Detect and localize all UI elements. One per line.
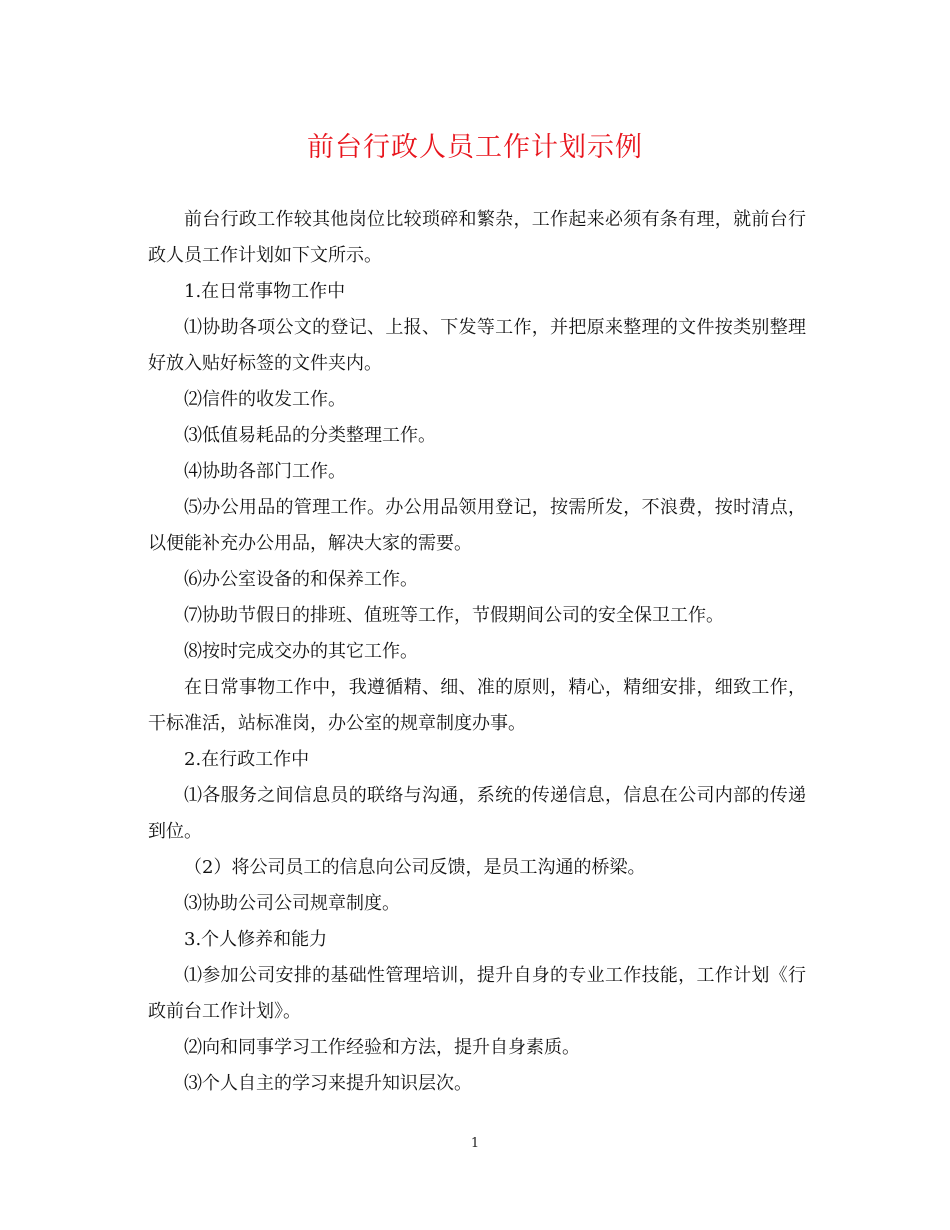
section-heading-3: 3.个人修养和能力: [184, 929, 328, 950]
list-item: ⑵信件的收发工作。: [184, 389, 346, 410]
list-item: ⑴各服务之间信息员的联络与沟通，系统的传递信息，信息在公司内部的传递到位。: [148, 785, 806, 842]
document-title: 前台行政人员工作计划示例: [307, 132, 643, 163]
page-number: 1: [470, 1136, 480, 1151]
list-item: ⑹办公室设备的和保养工作。: [184, 569, 418, 590]
list-item: ⑵向和同事学习工作经验和方法，提升自身素质。: [184, 1037, 580, 1058]
section-heading-2: 2.在行政工作中: [184, 749, 310, 770]
summary-paragraph: 在日常事物工作中，我遵循精、细、准的原则，精心，精细安排，细致工作，干标准活，站标准岗，办公室的规章制度办事。: [148, 677, 806, 734]
list-item: ⑸办公用品的管理工作。办公用品领用登记，按需所发，不浪费，按时清点，以便能补充办公用品，解决大家的需要。: [148, 497, 806, 554]
list-item: ⑶低值易耗品的分类整理工作。: [184, 425, 436, 446]
list-item: ⑶个人自主的学习来提升知识层次。: [184, 1073, 472, 1094]
intro-paragraph: 前台行政工作较其他岗位比较琐碎和繁杂，工作起来必须有条有理，就前台行政人员工作计划如下文所示。: [148, 209, 806, 266]
list-item: ⑷协助各部门工作。: [184, 461, 346, 482]
list-item: ⑶协助公司公司规章制度。: [184, 893, 400, 914]
section-heading-1: 1.在日常事物工作中: [184, 281, 346, 302]
list-item: ⑻按时完成交办的其它工作。: [184, 641, 418, 662]
document-body: [148, 202, 806, 1102]
list-item: ⑴协助各项公文的登记、上报、下发等工作，并把原来整理的文件按类别整理好放入贴好标签的文件夹内。: [148, 317, 806, 374]
list-item: （2）将公司员工的信息向公司反馈，是员工沟通的桥梁。: [184, 857, 646, 878]
list-item: ⑺协助节假日的排班、值班等工作，节假期间公司的安全保卫工作。: [184, 605, 724, 626]
list-item: ⑴参加公司安排的基础性管理培训，提升自身的专业工作技能，工作计划《行政前台工作计划》。: [148, 965, 806, 1022]
